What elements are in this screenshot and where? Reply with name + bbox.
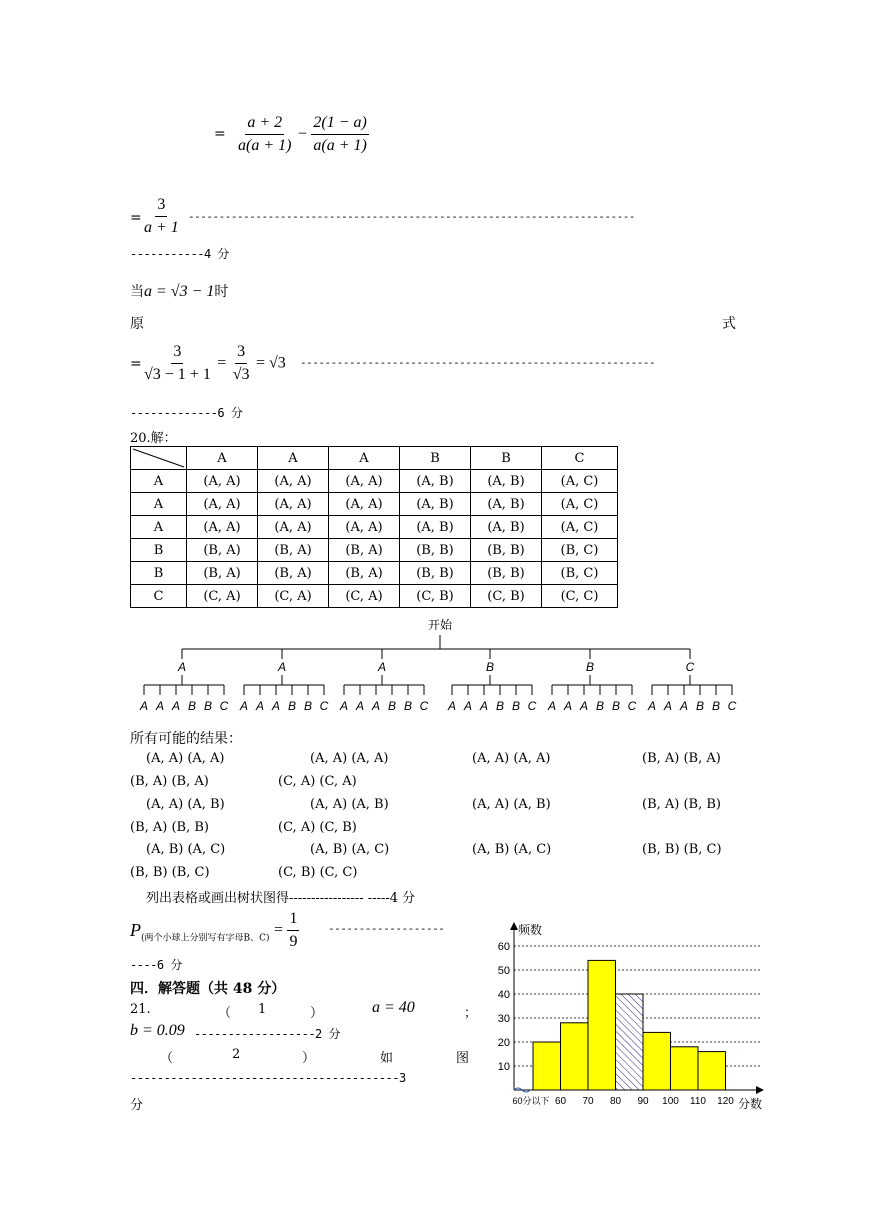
row-header: B [131, 539, 187, 562]
corner-cell [131, 447, 187, 470]
table-cell: (A, A) [187, 516, 258, 539]
probability-expression: $P_{(两个小球上分别写有字母B、C)}$ = $\frac{1}{9}$ [130, 910, 298, 950]
result-pair: (B, A) (B, B) [642, 797, 721, 812]
table-cell: (B, A) [187, 539, 258, 562]
histogram-bar [671, 1047, 699, 1090]
tree-leaf-label: B [511, 699, 521, 713]
result-pair: (B, B) (B, C) [642, 842, 722, 857]
table-row [131, 493, 618, 516]
table-cell: (A, C) [542, 516, 618, 539]
tree-leaf-label: C [527, 699, 537, 713]
tree-leaf-label: B [495, 699, 505, 713]
result-pair: (B, A) (B, A) [642, 751, 721, 766]
ru-char: 如 [380, 1051, 394, 1066]
result-pair: (C, B) (C, C) [278, 865, 358, 880]
result-pair: (A, A) (A, B) [146, 797, 225, 812]
x-axis-arrow [756, 1086, 764, 1094]
y-tick-label: 50 [497, 965, 510, 977]
x-tick-label: 80 [609, 1096, 622, 1107]
q20-label: 20.解： [130, 431, 177, 446]
tree-leaf-label: A [255, 699, 265, 713]
tree-leaf-label: B [187, 699, 197, 713]
y-axis-label: 频数 [518, 923, 543, 937]
q21-number: 21. [130, 1002, 151, 1017]
table-cell: (C, A) [329, 585, 400, 608]
tree-leaf-label: A [463, 699, 473, 713]
q21-paren2-open: （ [160, 1051, 174, 1066]
table-cell: (A, A) [329, 493, 400, 516]
x-tick-label: 110 [690, 1096, 706, 1107]
table-cell: (A, B) [400, 470, 471, 493]
p-score: ----6 分 [130, 958, 182, 972]
table-cell: (C, A) [187, 585, 258, 608]
table-cell: (C, C) [542, 585, 618, 608]
tree-level1-label: A [377, 660, 387, 674]
x-tick-label: 90 [637, 1096, 649, 1107]
tree-leaf-label: C [727, 699, 737, 713]
table-header-row [131, 447, 618, 470]
tree-leaf-label: A [447, 699, 457, 713]
tree-leaf-label: A [339, 699, 349, 713]
q21-paren-close: ） [310, 1006, 324, 1021]
table-cell: (A, A) [187, 493, 258, 516]
diagonal-line [131, 447, 186, 469]
result-pair: (A, A) (A, A) [146, 751, 225, 766]
result-pair: (C, A) (C, B) [278, 820, 357, 835]
table-cell: (A, C) [542, 470, 618, 493]
table-cell: (B, B) [471, 539, 542, 562]
table-cell: (A, B) [400, 493, 471, 516]
tree-leaf-label: C [627, 699, 637, 713]
table-cell: (B, B) [400, 539, 471, 562]
tree-level1-label: A [277, 660, 287, 674]
tree-level1-label: B [585, 660, 595, 674]
table-cell: (A, A) [258, 493, 329, 516]
tree-leaf-label: A [171, 699, 181, 713]
table-row [131, 562, 618, 585]
tree-leaf-label: B [711, 699, 721, 713]
x-tick-label: 100 [662, 1096, 679, 1107]
tree-leaf-label: B [403, 699, 413, 713]
table-cell: (A, B) [471, 470, 542, 493]
list-line: 列出表格或画出树状图得----------------- -----4 分 [146, 891, 416, 906]
histogram-bar [616, 994, 644, 1090]
table-row [131, 585, 618, 608]
p-dashes: ------------------- [328, 922, 445, 935]
tree-leaf-label: A [239, 699, 249, 713]
yuan-char: 原 [130, 316, 144, 332]
col-header: B [471, 447, 542, 470]
fen-char: 分 [130, 1098, 144, 1113]
col-header: A [187, 447, 258, 470]
row-header: C [131, 585, 187, 608]
eq3-dashes: ---------------------------------------------------------- [300, 356, 656, 369]
tree-leaf-label: C [319, 699, 329, 713]
tree-leaf-label: C [219, 699, 229, 713]
tree-leaf-label: A [155, 699, 165, 713]
table-cell: (C, B) [471, 585, 542, 608]
result-pair: (C, A) (C, A) [278, 774, 357, 789]
q21-paren-open: （ [218, 1006, 232, 1021]
tree-leaf-label: A [271, 699, 281, 713]
b-value: b = 0.09 [130, 1022, 185, 1039]
result-pair: (A, A) (A, B) [310, 797, 389, 812]
table-row [131, 516, 618, 539]
result-pair: (A, A) (A, A) [310, 751, 389, 766]
result-pair: (A, A) (A, A) [472, 751, 551, 766]
outcome-table [130, 446, 618, 608]
eq1-prefix: = [214, 126, 226, 142]
y-tick-label: 20 [497, 1037, 510, 1049]
all-results-label: 所有可能的结果： [130, 731, 242, 747]
tree-leaf-label: B [611, 699, 621, 713]
tree-leaf-label: B [387, 699, 397, 713]
tree-level1-label: C [685, 660, 695, 674]
y-tick-label: 30 [497, 1013, 510, 1025]
tree-leaf-label: B [287, 699, 297, 713]
table-cell: (B, B) [400, 562, 471, 585]
y-tick-label: 60 [497, 941, 510, 953]
table-cell: (C, B) [400, 585, 471, 608]
tree-leaf-label: A [355, 699, 365, 713]
row-header: A [131, 493, 187, 516]
table-cell: (B, A) [258, 562, 329, 585]
table-row [131, 539, 618, 562]
table-cell: (B, C) [542, 562, 618, 585]
table-cell: (B, A) [329, 539, 400, 562]
tree-leaf-label: A [647, 699, 657, 713]
x-tick-label: 70 [582, 1096, 594, 1107]
col-header: A [329, 447, 400, 470]
histogram-bar [643, 1032, 671, 1090]
histogram-bar [533, 1042, 561, 1090]
tree-root-label: 开始 [427, 618, 453, 632]
shi-char: 式 [722, 316, 736, 332]
x-tick-label: 60 [554, 1096, 567, 1107]
table-cell: (A, C) [542, 493, 618, 516]
tree-leaf-label: A [579, 699, 589, 713]
x-axis-label: 分数 [738, 1097, 763, 1111]
y-tick-label: 40 [497, 989, 510, 1001]
tree-leaf-label: A [663, 699, 673, 713]
table-cell: (A, B) [471, 493, 542, 516]
table-row [131, 470, 618, 493]
q21-part-2: 2 [232, 1047, 241, 1062]
row-header: A [131, 516, 187, 539]
result-pair: (A, B) (A, C) [146, 842, 226, 857]
tree-leaf-label: A [139, 699, 149, 713]
tree-leaf-label: A [679, 699, 689, 713]
table-cell: (A, A) [258, 470, 329, 493]
tree-diagram [130, 615, 740, 720]
eq2-prefix: = [130, 210, 142, 226]
tree-level1-label: A [177, 660, 187, 674]
tree-leaf-label: A [563, 699, 573, 713]
when-line: 当a = √3 − 1时 [130, 283, 229, 300]
eq2-dashes: ------------------------------------------------------------------------- [188, 210, 635, 223]
result-pair: (B, A) (B, B) [130, 820, 209, 835]
section-title: 四．解答题（共 48 分） [130, 981, 286, 997]
col-header: C [542, 447, 618, 470]
b-score: ------------------2 分 [194, 1027, 340, 1041]
table-cell: (A, A) [329, 470, 400, 493]
eq3-prefix: = [130, 356, 142, 372]
row-header: A [131, 470, 187, 493]
q21-part-1: 1 [258, 1002, 267, 1017]
tree-leaf-label: C [419, 699, 429, 713]
eq3-expression: $\frac{3}{√3 - 1 + 1}$ = $\frac{3}{√3}$ = √3 [144, 343, 286, 383]
table-cell: (A, A) [187, 470, 258, 493]
semicolon: ； [464, 1006, 478, 1021]
tu-char: 图 [456, 1051, 470, 1066]
table-cell: (B, A) [329, 562, 400, 585]
eq2-score: -----------4 分 [130, 247, 229, 261]
table-cell: (B, B) [471, 562, 542, 585]
tree-leaf-label: B [695, 699, 705, 713]
tree-leaf-label: A [479, 699, 489, 713]
q21-score-dashes: ----------------------------------------3 [130, 1071, 406, 1085]
histogram-bar [698, 1052, 726, 1090]
y-tick-label: 10 [497, 1061, 510, 1073]
table-cell: (B, A) [187, 562, 258, 585]
eq2-fraction: $\frac{3}{a + 1}$ [144, 196, 179, 236]
histogram-bar [561, 1023, 589, 1090]
tree-leaf-label: A [547, 699, 557, 713]
table-cell: (B, A) [258, 539, 329, 562]
eq1-expression: $\frac{a + 2}{a(a + 1)}$ − $\frac{2(1 - a)}{a(a + 1)}$ [238, 114, 367, 154]
table-cell: (A, A) [258, 516, 329, 539]
col-header: A [258, 447, 329, 470]
a-value: a = 40 [372, 999, 415, 1016]
tree-leaf-label: B [303, 699, 313, 713]
result-pair: (B, A) (B, A) [130, 774, 209, 789]
table-cell: (A, B) [471, 516, 542, 539]
tree-leaf-label: B [203, 699, 213, 713]
histogram-chart [488, 918, 778, 1118]
table-cell: (C, A) [258, 585, 329, 608]
tree-leaf-label: B [595, 699, 605, 713]
eq3-score: -------------6 分 [130, 406, 243, 420]
table-cell: (B, C) [542, 539, 618, 562]
tree-leaf-label: A [371, 699, 381, 713]
result-pair: (B, B) (B, C) [130, 865, 210, 880]
x-tick-label: 60分以下 [512, 1096, 550, 1106]
result-pair: (A, B) (A, C) [310, 842, 390, 857]
tree-level1-label: B [485, 660, 495, 674]
q21-paren2-close: ） [302, 1051, 316, 1066]
table-cell: (A, B) [400, 516, 471, 539]
table-cell: (A, A) [329, 516, 400, 539]
histogram-bar [588, 960, 616, 1090]
x-tick-label: 120 [717, 1096, 734, 1107]
result-pair: (A, A) (A, B) [472, 797, 551, 812]
row-header: B [131, 562, 187, 585]
col-header: B [400, 447, 471, 470]
result-pair: (A, B) (A, C) [472, 842, 552, 857]
y-axis-arrow [510, 922, 518, 930]
